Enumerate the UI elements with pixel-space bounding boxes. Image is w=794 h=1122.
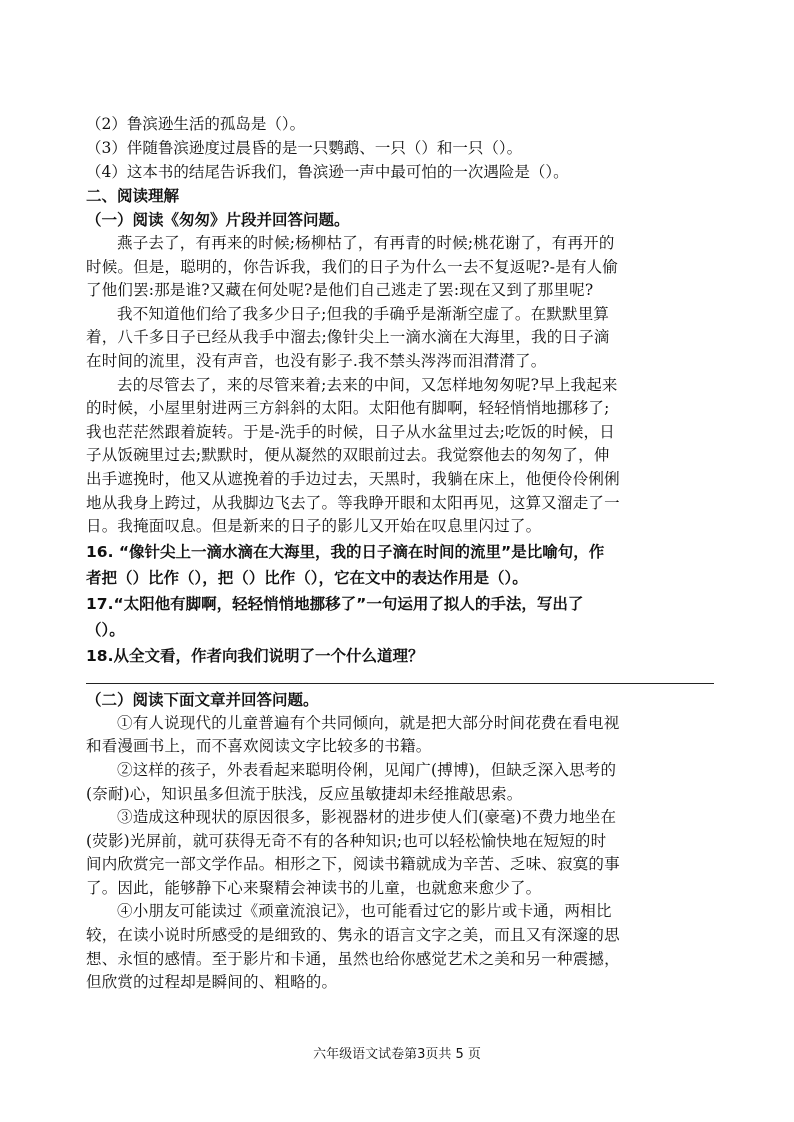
text-line: 想、永恒的感情。至于影片和卡通，虽然也给你感觉艺术之美和另一种震撼， (86, 949, 620, 968)
passage2-paragraph-2 (86, 759, 706, 806)
text-line: 了他们罢:那是谁?又藏在何处呢?是他们自己逃走了罢:现在又到了那里呢? (86, 281, 594, 300)
text-line: 我不知道他们给了我多少日子;但我的手确乎是渐渐空虚了。在默默里算 (117, 304, 610, 323)
text-line: 地从我身上跨过，从我脚边飞去了。等我睁开眼和太阳再见，这算又溜走了一 (86, 493, 620, 512)
passage1-paragraph-3 (86, 374, 706, 539)
question-16-line-1: 16. “像针尖上一滴水滴在大海里，我的日子滴在时间的流里”是比喻句，作 (86, 542, 605, 561)
part2-title: （二）阅读下面文章并回答问题。 (86, 690, 319, 709)
question-4: （4）这本书的结尾告诉我们，鲁滨逊一声中最可怕的一次遇险是（）。 (86, 163, 569, 181)
section-title-reading: 二、阅读理解 (86, 187, 180, 205)
answer-line[interactable] (86, 683, 714, 684)
exam-page (86, 112, 706, 995)
passage2-paragraph-1 (86, 712, 706, 759)
passage1-paragraph-2 (86, 303, 706, 374)
text-line: 日。我掩面叹息。但是新来的日子的影儿又开始在叹息里闪过了。 (86, 517, 542, 536)
text-line: 了。因此，能够静下心来聚精会神读书的儿童，也就愈来愈少了。 (86, 878, 542, 897)
text-line: 和看漫画书上，而不喜欢阅读文字比较多的书籍。 (86, 737, 432, 756)
part1-title: （一）阅读《匆匆》片段并回答问题。 (86, 211, 350, 229)
passage2-paragraph-4 (86, 900, 706, 994)
question-17-line-1: 17.“太阳他有脚啊，轻轻悄悄地挪移了”一句运用了拟人的手法，写出了 (86, 594, 584, 613)
text-line: 我也茫茫然跟着旋转。于是-洗手的时候，日子从水盆里过去;吃饭的时候，日 (86, 422, 615, 441)
page-footer: 六年级语文试卷第3页共 5 页 (313, 1047, 481, 1062)
text-line: 去的尽管去了，来的尽管来着;去来的中间，又怎样地匆匆呢?早上我起来 (117, 375, 618, 394)
text-line: 着，八千多日子已经从我手中溜去;像针尖上一滴水滴在大海里，我的日子滴 (86, 328, 610, 347)
text-line: 间内欣赏完一部文学作品。相形之下，阅读书籍就成为辛苦、乏味、寂寞的事 (86, 855, 620, 874)
text-line: 但欣赏的过程却是瞬间的、粗略的。 (86, 973, 338, 992)
text-line: ③造成这种现状的原因很多，影视器材的进步使人们(豪毫)不费力地坐在 (117, 808, 617, 827)
question-18: 18.从全文看，作者向我们说明了一个什么道理？ (86, 646, 424, 665)
text-line: ①有人说现代的儿童普遍有个共同倾向，就是把大部分时间花费在看电视 (117, 713, 620, 732)
passage1-paragraph-1 (86, 232, 706, 303)
text-line: 出手遮挽时，他又从遮挽着的手边过去，天黑时，我躺在床上，他便伶伶俐俐 (86, 469, 620, 488)
text-line: 燕子去了，有再来的时候;杨柳枯了，有再青的时候;桃花谢了，有再开的 (117, 234, 615, 252)
question-3: （3）伴随鲁滨逊度过晨昏的是一只鹦鹉、一只（）和一只（）。 (86, 139, 523, 157)
question-2: （2）鲁滨逊生活的孤岛是（）。 (86, 115, 306, 133)
text-line: (荧影)光屏前，就可获得无奇不有的各种知识;也可以轻松愉快地在短短的时 (86, 831, 607, 850)
text-line: ④小朋友可能读过《顽童流浪记》，也可能看过它的影片或卡通，两相比 (117, 902, 612, 921)
text-line: ②这样的孩子，外表看起来聪明伶俐，见闻广(搏博)，但缺乏深入思考的 (117, 760, 617, 779)
text-line: 子从饭碗里过去;默默时，便从凝然的双眼前过去。我觉察他去的匆匆了，伸 (86, 446, 610, 465)
text-line: 在时间的流里，没有声音，也没有影子.我不禁头涔涔而泪潸潸了。 (86, 351, 547, 370)
question-17-line-2: （）。 (86, 620, 125, 639)
text-line: 的时候，小屋里射进两三方斜斜的太阳。太阳他有脚啊，轻轻悄悄地挪移了; (86, 399, 610, 418)
text-line: (奈耐)心，知识虽多但流于肤浅，反应虽敏捷却未经推敲思索。 (86, 784, 523, 803)
text-line: 时候。但是，聪明的，你告诉我，我们的日子为什么一去不复返呢?-是有人偷 (86, 257, 619, 276)
text-line: 较，在读小说时所感受的是细致的、隽永的语言文字之美，而且又有深邃的思 (86, 926, 620, 945)
passage2-paragraph-3 (86, 806, 706, 900)
question-16-line-2: 者把（）比作（），把（）比作（），它在文中的表达作用是（）。 (86, 568, 528, 587)
